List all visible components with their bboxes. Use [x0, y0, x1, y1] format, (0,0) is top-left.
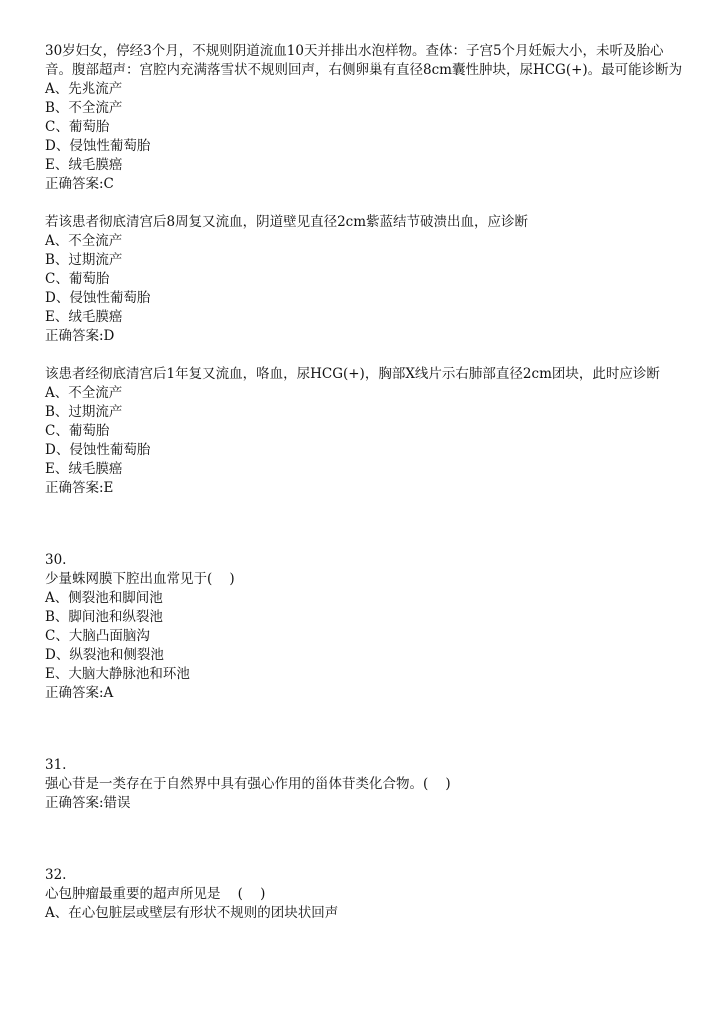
question-stem: 少量蛛网膜下腔出血常见于( ) — [45, 571, 235, 587]
question-stem: 心包肿瘤最重要的超声所见是 ( ) — [45, 886, 266, 902]
correct-answer: 正确答案:C — [45, 176, 114, 192]
option-e: E、绒毛膜癌 — [45, 309, 123, 325]
option-d: D、侵蚀性葡萄胎 — [45, 290, 151, 306]
question-case-1 — [45, 42, 685, 194]
option-b: B、脚间池和纵裂池 — [45, 609, 163, 625]
question-stem: 30岁妇女，停经3个月，不规则阴道流血10天并排出水泡样物。查体：子宫5个月妊娠大小，未听及胎心音。腹部超声：宫腔内充满落雪状不规则回声，右侧卵巢有直径8cm囊性肿块，尿HCG(+)。最可能诊断为 — [45, 43, 683, 78]
option-e: E、绒毛膜癌 — [45, 461, 123, 477]
question-stem: 强心苷是一类存在于自然界中具有强心作用的甾体苷类化合物。( ) — [45, 776, 451, 792]
question-stem: 若该患者彻底清宫后8周复又流血，阴道壁见直径2cm紫蓝结节破溃出血，应诊断 — [45, 214, 529, 230]
document-page — [45, 42, 685, 923]
option-d: D、侵蚀性葡萄胎 — [45, 442, 151, 458]
question-number: 32. — [45, 867, 67, 883]
option-a: A、不全流产 — [45, 385, 123, 401]
option-c: C、葡萄胎 — [45, 119, 110, 135]
option-b: B、过期流产 — [45, 252, 123, 268]
option-e: E、大脑大静脉池和环池 — [45, 666, 190, 682]
option-a: A、侧裂池和脚间池 — [45, 590, 163, 606]
correct-answer: 正确答案:D — [45, 328, 115, 344]
question-case-2 — [45, 213, 685, 346]
option-a: A、先兆流产 — [45, 81, 123, 97]
question-31 — [45, 756, 685, 813]
option-c: C、葡萄胎 — [45, 271, 110, 287]
question-number: 31. — [45, 757, 67, 773]
correct-answer: 正确答案:错误 — [45, 795, 131, 811]
option-c: C、葡萄胎 — [45, 423, 110, 439]
option-d: D、侵蚀性葡萄胎 — [45, 138, 151, 154]
question-case-3 — [45, 365, 685, 498]
question-number: 30. — [45, 552, 67, 568]
option-c: C、大脑凸面脑沟 — [45, 628, 150, 644]
correct-answer: 正确答案:A — [45, 685, 114, 701]
option-b: B、过期流产 — [45, 404, 123, 420]
question-30 — [45, 551, 685, 703]
question-stem: 该患者经彻底清宫后1年复又流血，咯血，尿HCG(+)，胸部X线片示右肺部直径2cm团块，此时应诊断 — [45, 366, 660, 382]
option-b: B、不全流产 — [45, 100, 123, 116]
option-a: A、在心包脏层或壁层有形状不规则的团块状回声 — [45, 905, 339, 921]
option-d: D、纵裂池和侧裂池 — [45, 647, 164, 663]
correct-answer: 正确答案:E — [45, 480, 114, 496]
option-a: A、不全流产 — [45, 233, 123, 249]
option-e: E、绒毛膜癌 — [45, 157, 123, 173]
question-32 — [45, 866, 685, 923]
